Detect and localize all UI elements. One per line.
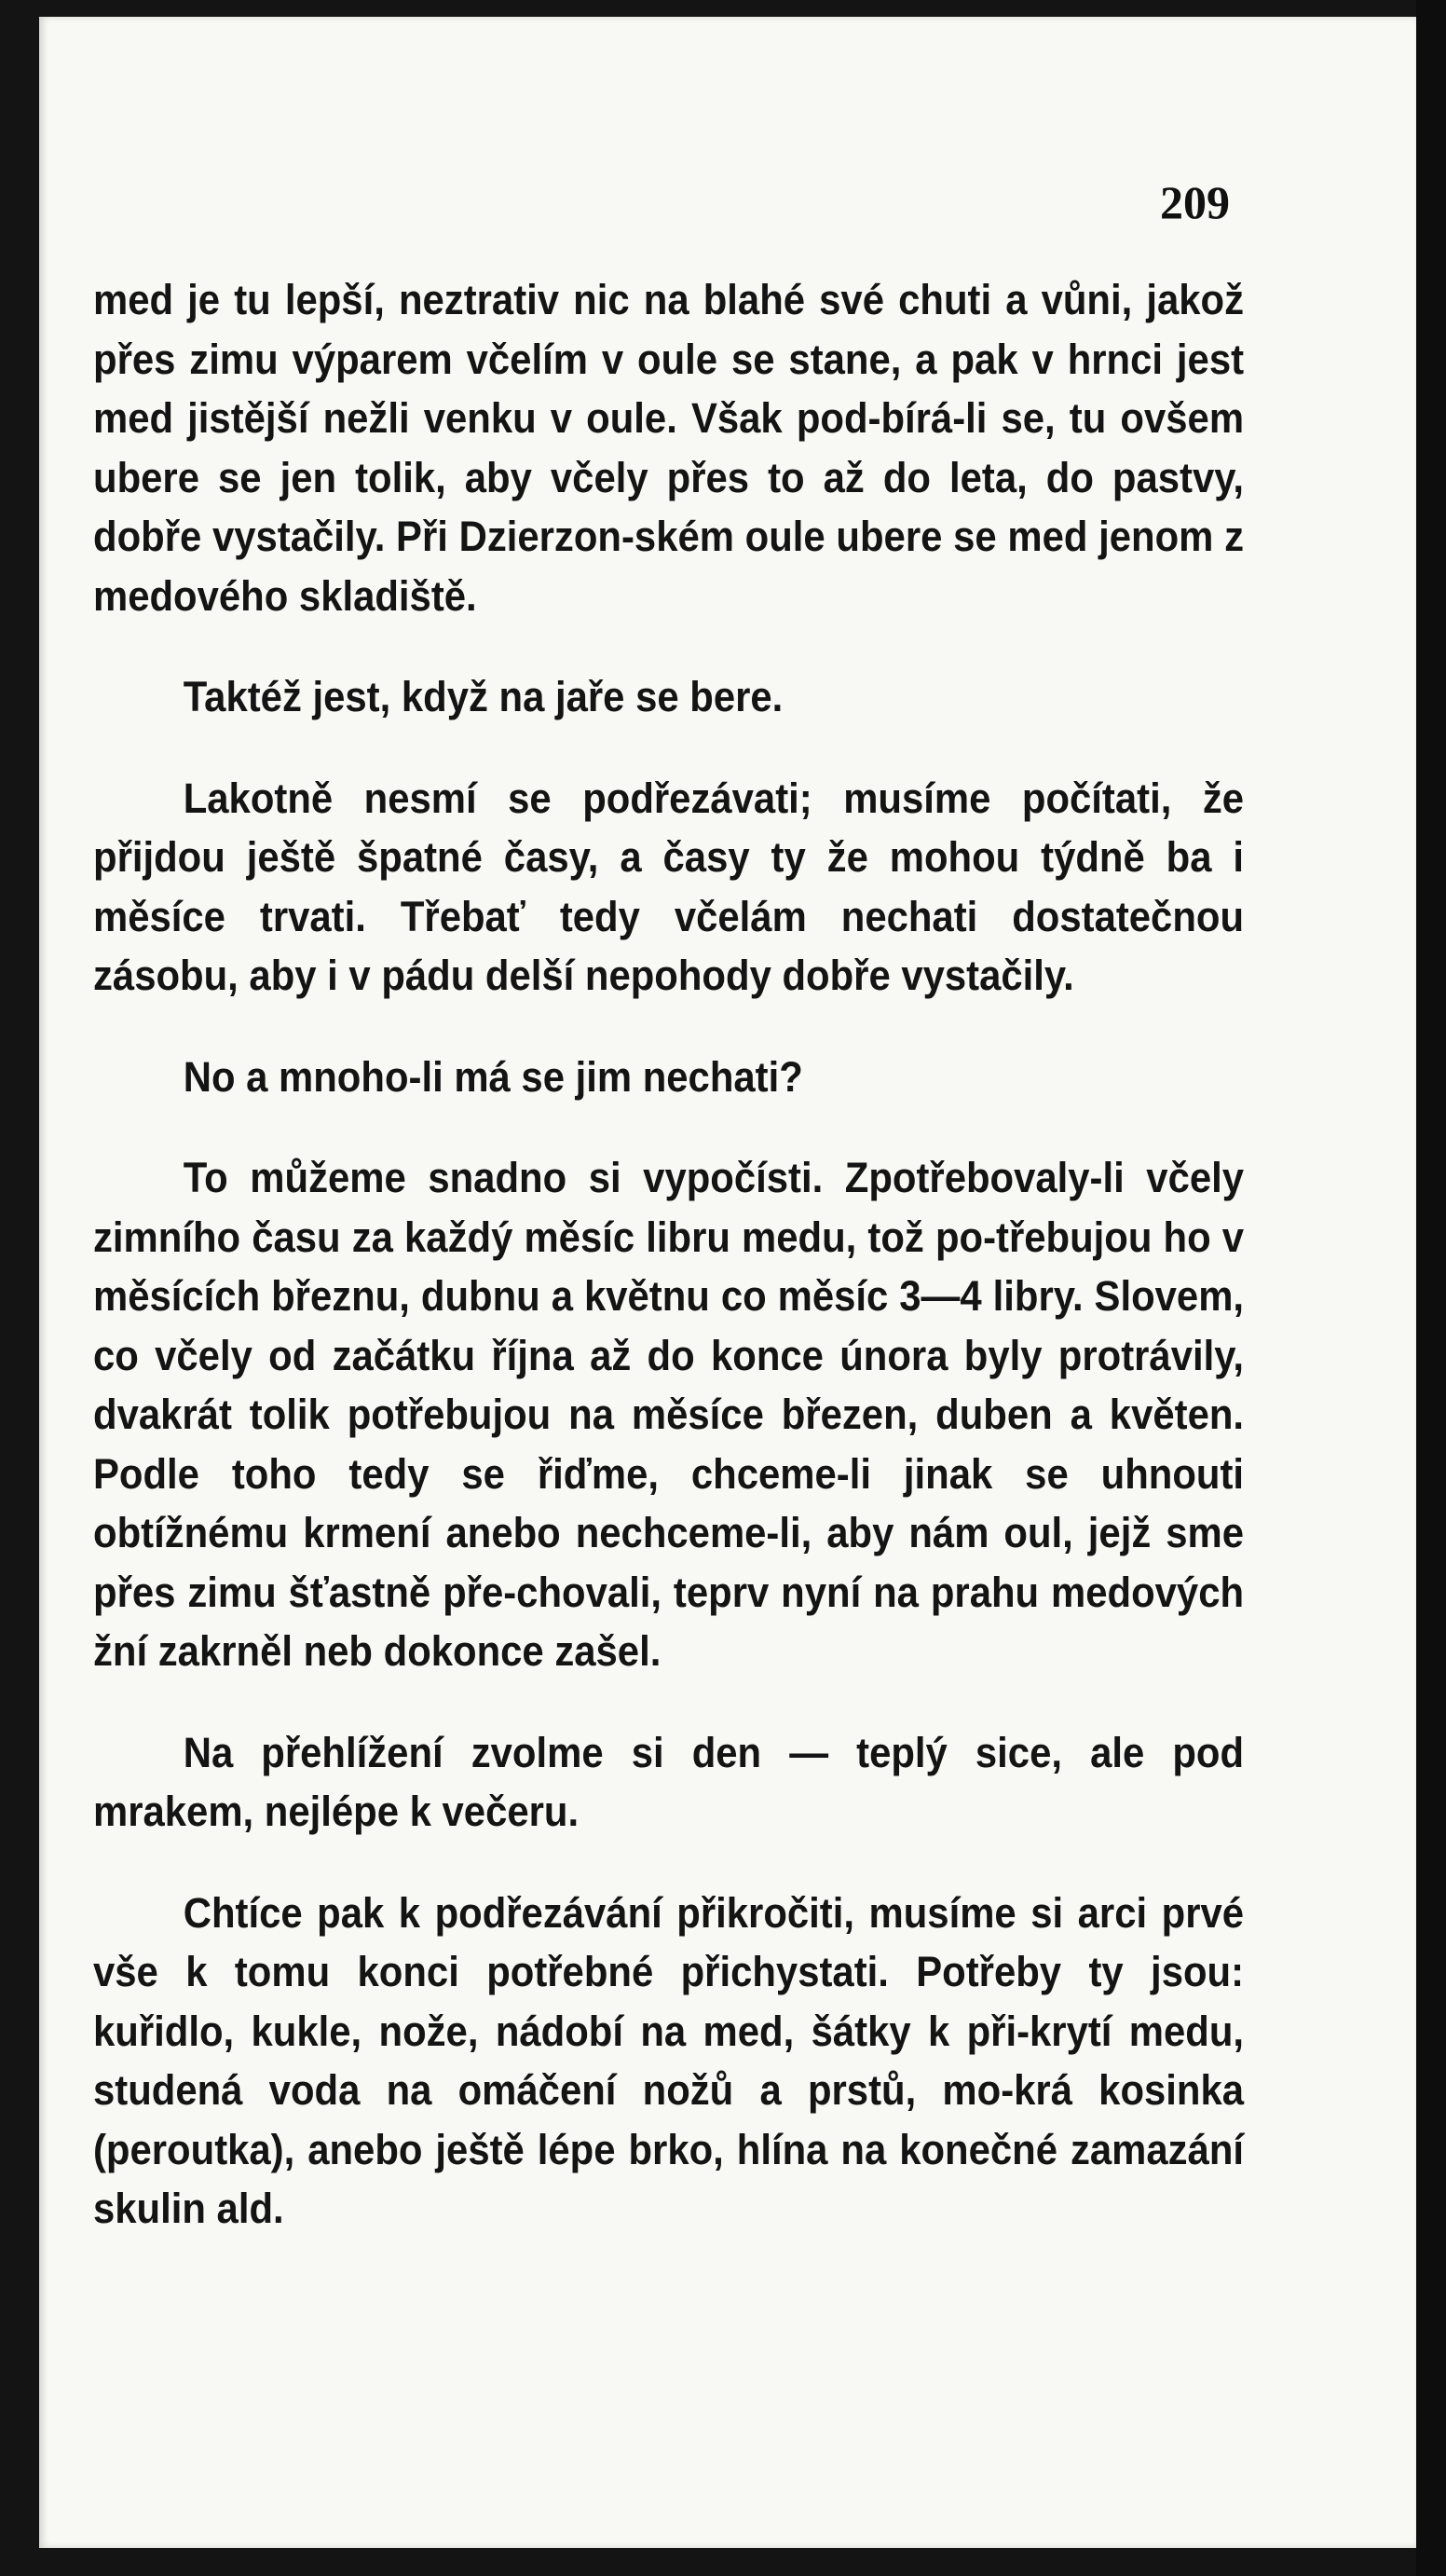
paragraph-3: Lakotně nesmí se podřezávati; musíme počítati, že přijdou ještě špatné časy, a časy ty že mohou týdně ba i měsíce trvati. Třebať tedy včelám nechati dostatečnou zásobu, aby i v pádu delší nepohody dobře vystačily.: [93, 774, 1245, 999]
paragraph-5: To můžeme snadno si vypočísti. Zpotřebovaly-li včely zimního času za každý měsíc libru medu, tož po-třebujou ho v měsících březnu, dubnu a květnu co měsíc 3—4 libry. Slovem, co včely od začátku října až do konce února byly protrávily, dvakrát tolik potřebujou na měsíce březen, duben a květen. Podle toho tedy se řiďme, chceme-li jinak se uhnouti obtížnému krmení anebo nechceme-li, aby nám oul, jejž sme přes zimu šťastně pře-chovali, teprv nyní na prahu medových žní zakrněl neb dokonce zašel.: [93, 1154, 1245, 1675]
paragraph-7: Chtíce pak k podřezávání přikročiti, musíme si arci prvé vše k tomu konci potřebné přichystati. Potřeby ty jsou: kuřidlo, kukle, nože, nádobí na med, šátky k při-krytí medu, studená voda na omáčení nožů a prstů, mo-krá kosinka (peroutka), anebo ještě lépe brko, hlína na konečné zamazání skulin ald.: [93, 1888, 1245, 2232]
paragraph-1: med je tu lepší, neztrativ nic na blahé své chuti a vůni, jakož přes zimu výparem včelím v oule se stane, a pak v hrnci jest med jistější nežli venku v oule. Však pod-bírá-li se, tu ovšem ubere se jen tolik, aby včely přes to až do leta, do pastvy, dobře vystačily. Při Dzierzon-ském oule ubere se med jenom z medového skladiště.: [93, 276, 1245, 620]
page-body-text: [93, 270, 1245, 2239]
paragraph-4: No a mnoho-li má se jim nechati?: [183, 1052, 803, 1101]
paragraph-6: Na přehlížení zvolme si den — teplý sice, ale pod mrakem, nejlépe k večeru.: [93, 1728, 1245, 1835]
paragraph-2: Taktéž jest, když na jaře se bere.: [183, 673, 784, 720]
page-number: 209: [1160, 176, 1230, 228]
page-edge-shadow: [1416, 0, 1446, 2576]
